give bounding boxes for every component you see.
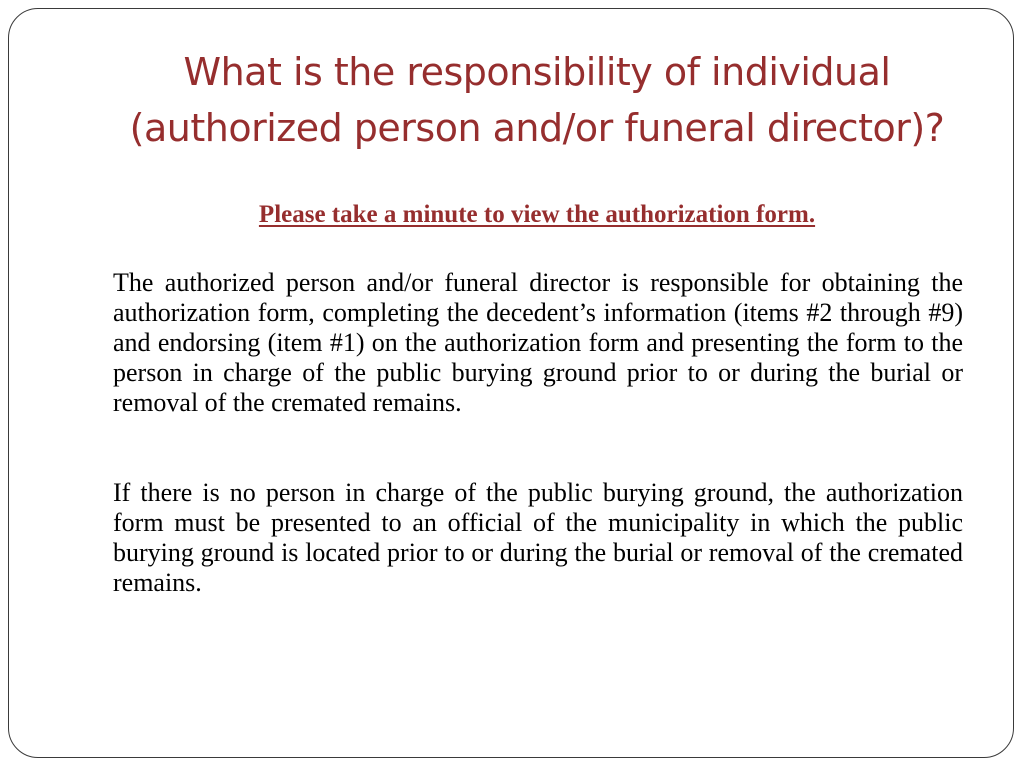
responsibility-paragraph: The authorized person and/or funeral director is responsible for obtaining the authorization form, completing the decedent’s information (items #2 through #9) and endorsing (item #1) on the authorization form and presenting the form to the person in charge of the public burying ground prior to or during the burial or removal of the cremated remains.: [113, 268, 963, 417]
slide-title-line-2: (authorized person and/or funeral director)?: [129, 106, 945, 150]
no-person-in-charge-paragraph: If there is no person in charge of the public burying ground, the authorization form must be presented to an official of the municipality in which the public burying ground is located prior to or during the burial or removal of the cremated remains.: [113, 478, 963, 597]
authorization-form-prompt: Please take a minute to view the authorization form.: [258, 201, 816, 228]
slide-title: [60, 44, 1014, 156]
slide-title-line-1: What is the responsibility of individual: [183, 50, 891, 94]
